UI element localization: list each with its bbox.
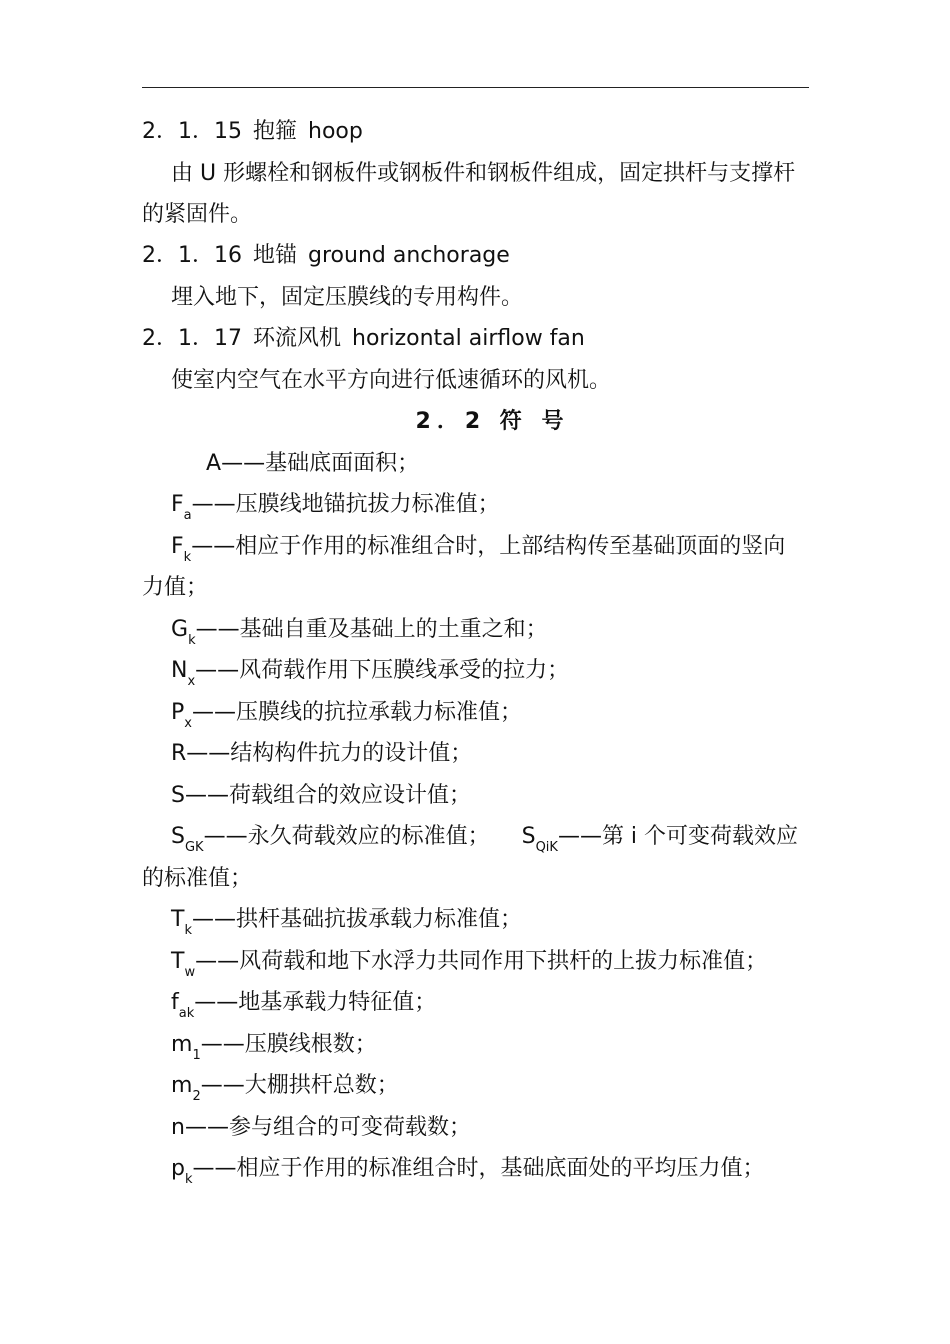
symbol-row bbox=[171, 1071, 399, 1104]
clause-definition-cont: 的紧固件。 bbox=[142, 202, 253, 227]
symbol-row bbox=[171, 1113, 471, 1143]
symbol-row bbox=[171, 988, 437, 1021]
symbol: A bbox=[206, 451, 222, 476]
symbol-subscript: a bbox=[183, 508, 192, 523]
symbol-description: ——拱杆基础抗拔承载力标准值； bbox=[191, 907, 522, 932]
symbol-row bbox=[171, 739, 472, 769]
symbol-row bbox=[171, 822, 799, 855]
clause-definition: 使室内空气在水平方向进行低速循环的风机。 bbox=[171, 368, 612, 393]
symbol-subscript: k bbox=[183, 550, 192, 565]
symbol-description-cont: 力值； bbox=[142, 575, 209, 600]
symbol: S bbox=[521, 824, 536, 849]
clause-term: 抱箍 bbox=[253, 119, 298, 144]
clause-term-english: hoop bbox=[308, 119, 363, 144]
symbol-description: ——大棚拱杆总数； bbox=[200, 1073, 399, 1098]
symbol: f bbox=[171, 990, 179, 1015]
symbol-subscript: 1 bbox=[192, 1048, 201, 1063]
symbol-description: ——相应于作用的标准组合时，上部结构传至基础顶面的竖向 bbox=[191, 534, 786, 559]
symbol: n bbox=[171, 1115, 185, 1140]
symbol-subscript: ak bbox=[178, 1006, 195, 1021]
symbol: F bbox=[171, 534, 184, 559]
symbol: R bbox=[171, 741, 187, 766]
symbol-row bbox=[171, 1030, 377, 1063]
symbol-subscript: 2 bbox=[192, 1089, 201, 1104]
symbol-subscript: GK bbox=[184, 840, 204, 855]
symbol-subscript: k bbox=[188, 633, 196, 648]
symbol-description: ——压膜线根数； bbox=[200, 1032, 377, 1057]
symbol-description: ——基础底面面积； bbox=[221, 451, 420, 476]
symbol-row bbox=[171, 656, 570, 689]
symbol: m bbox=[171, 1032, 193, 1057]
symbol: T bbox=[171, 907, 185, 932]
symbol-row bbox=[171, 698, 522, 731]
header-rule bbox=[142, 87, 809, 88]
symbol-row bbox=[206, 449, 419, 479]
symbol: m bbox=[171, 1073, 193, 1098]
clause-term: 环流风机 bbox=[253, 326, 342, 351]
symbol: F bbox=[171, 492, 184, 517]
clause-term-english: horizontal airflow fan bbox=[352, 326, 585, 351]
symbol: N bbox=[171, 658, 188, 683]
symbol-subscript: x bbox=[187, 674, 196, 689]
symbol-description: ——风荷载作用下压膜线承受的拉力； bbox=[195, 658, 570, 683]
symbol-description: ——压膜线的抗拉承载力标准值； bbox=[191, 700, 522, 725]
symbol: S bbox=[171, 824, 185, 849]
symbol-subscript: w bbox=[184, 965, 196, 980]
clause-definition: 由 U 形螺栓和钢板件或钢板件和钢板件组成，固定拱杆与支撑杆 bbox=[171, 161, 796, 186]
clause-number: 2．1．17 bbox=[142, 326, 242, 351]
symbol-row bbox=[171, 532, 786, 565]
symbol: p bbox=[171, 1156, 185, 1181]
symbol-description: ——风荷载和地下水浮力共同作用下拱杆的上拔力标准值； bbox=[195, 949, 768, 974]
symbol-row bbox=[171, 781, 471, 811]
clause-2-1-15-title bbox=[142, 117, 363, 147]
symbol: P bbox=[171, 700, 185, 725]
symbol-description: ——压膜线地锚抗拔力标准值； bbox=[191, 492, 500, 517]
symbol-row bbox=[171, 905, 522, 938]
symbol-description: ——永久荷载效应的标准值； bbox=[203, 824, 490, 849]
symbol-description-cont: 的标准值； bbox=[142, 866, 253, 891]
symbol-description: ——结构构件抗力的设计值； bbox=[186, 741, 473, 766]
section-heading: 2．2 符 号 bbox=[415, 409, 570, 434]
symbol-row bbox=[171, 615, 548, 648]
symbol-subscript: k bbox=[184, 923, 192, 938]
symbol-row bbox=[171, 1154, 765, 1187]
symbol: T bbox=[171, 949, 185, 974]
symbol-row bbox=[171, 947, 768, 980]
clause-number: 2．1．15 bbox=[142, 119, 242, 144]
symbol: S bbox=[171, 783, 185, 808]
symbol-subscript: QiK bbox=[535, 840, 558, 855]
clause-2-1-17-title bbox=[142, 324, 585, 354]
symbol-description: ——荷载组合的效应设计值； bbox=[184, 783, 471, 808]
symbol-subscript: x bbox=[184, 716, 192, 731]
clause-term: 地锚 bbox=[253, 243, 298, 268]
symbol-description: ——地基承载力特征值； bbox=[194, 990, 437, 1015]
clause-definition: 埋入地下，固定压膜线的专用构件。 bbox=[171, 285, 524, 310]
clause-2-1-16-title bbox=[142, 241, 510, 271]
symbol-description: ——参与组合的可变荷载数； bbox=[184, 1115, 471, 1140]
symbol-description: ——第 i 个可变荷载效应 bbox=[557, 824, 799, 849]
symbol-row bbox=[171, 490, 500, 523]
symbol: G bbox=[171, 617, 189, 642]
symbol-description: ——相应于作用的标准组合时，基础底面处的平均压力值； bbox=[192, 1156, 765, 1181]
symbol-description: ——基础自重及基础上的土重之和； bbox=[195, 617, 548, 642]
symbol-subscript: k bbox=[184, 1172, 193, 1187]
clause-term-english: ground anchorage bbox=[308, 243, 510, 268]
clause-number: 2．1．16 bbox=[142, 243, 242, 268]
